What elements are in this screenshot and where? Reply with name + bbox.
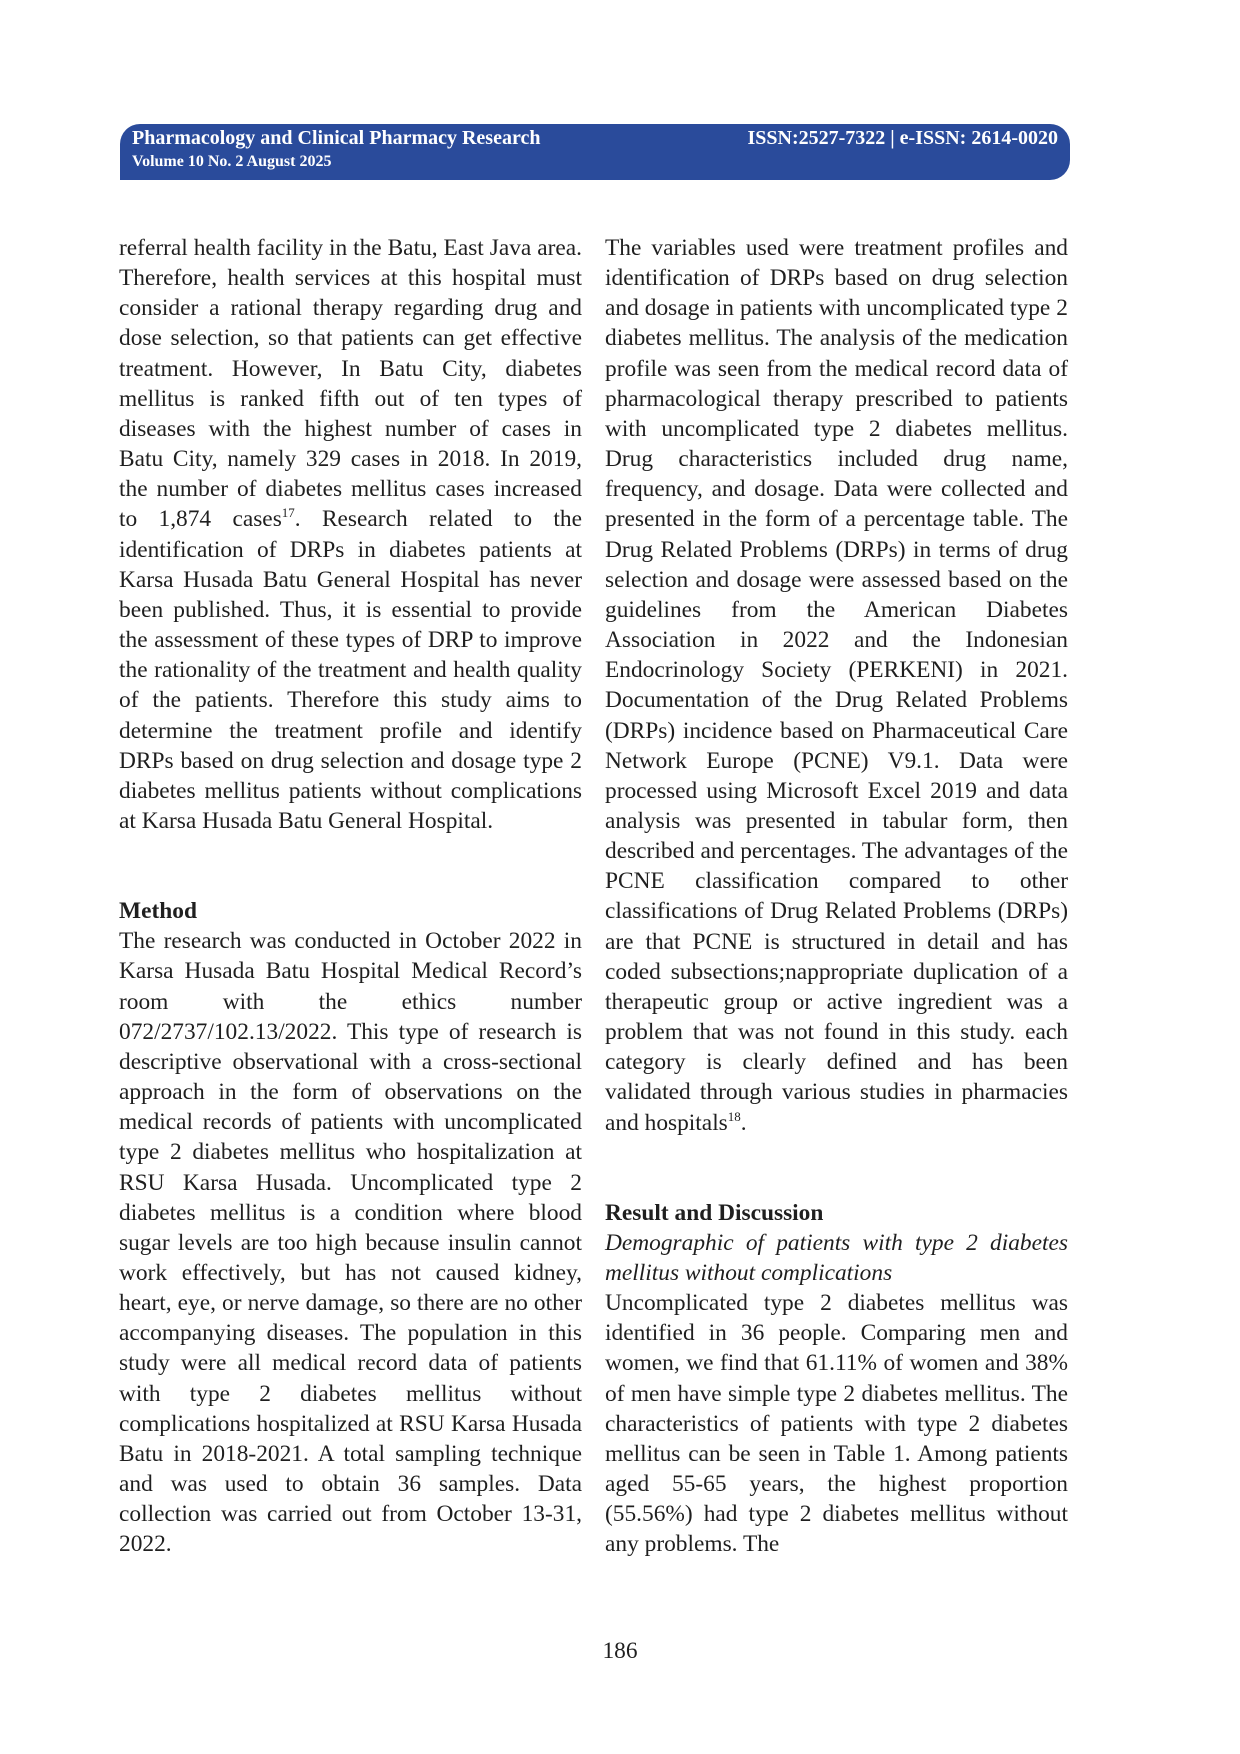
- journal-issn: ISSN:2527-7322 | e-ISSN: 2614-0020: [747, 127, 1058, 149]
- section-gap: [119, 836, 582, 896]
- intro-paragraph: [119, 233, 582, 836]
- left-column: [119, 233, 582, 1560]
- method-heading: Method: [119, 898, 197, 925]
- method-paragraph: The research was conducted in October 2022 in Karsa Husada Batu Hospital Medical Record’s room with the ethics number 072/2737/102.13/2022. This type of research is descriptive observational with a cross-sectional approach in the form of observations on the medical records of patients with uncomplicated type 2 diabetes mellitus who hospitalization at RSU Karsa Husada. Uncomplicated type 2 diabetes mellitus is a condition where blood sugar levels are too high because insulin cannot work effectively, but has not caused kidney, heart, eye, or nerve damage, so there are no other accompanying diseases. The population in this study were all medical record data of patients with type 2 diabetes mellitus without complications hospitalized at RSU Karsa Husada Batu in 2018-2021. A total sampling technique and was used to obtain 36 samples. Data collection was carried out from October 13-31, 2022.: [119, 928, 582, 1558]
- results-paragraph: Uncomplicated type 2 diabetes mellitus was identified in 36 people. Comparing men and women, we find that 61.11% of women and 38% of men have simple type 2 diabetes mellitus. The characteristics of patients with type 2 diabetes mellitus can be seen in Table 1. Among patients aged 55-65 years, the highest proportion (55.56%) had type 2 diabetes mellitus without any problems. The: [605, 1290, 1068, 1558]
- journal-header-banner: [120, 124, 1070, 180]
- variables-text-b: .: [740, 1109, 747, 1136]
- intro-text-b: . Research related to the identification of DRPs in diabetes patients at Karsa Husada Batu General Hospital has never been published. Thus, it is essential to provide the assessment of these types of DRP to improve the rationality of the treatment and health quality of the patients. Therefore this study aims to determine the treatment profile and identify DRPs based on drug selection and dosage type 2 diabetes mellitus patients without complications at Karsa Husada Batu General Hospital.: [119, 506, 582, 834]
- right-column: [605, 233, 1068, 1560]
- citation-18: 18: [727, 1108, 741, 1124]
- results-subheading: Demographic of patients with type 2 diabetes mellitus without complications: [605, 1229, 1068, 1286]
- section-gap: [605, 1138, 1068, 1198]
- variables-text-a: The variables used were treatment profiles and identification of DRPs based on drug selection and dosage in patients with uncomplicated type 2 diabetes mellitus. The analysis of the medication profile was seen from the medical record data of pharmacological therapy prescribed to patients with uncomplicated type 2 diabetes mellitus. Drug characteristics included drug name, frequency, and dosage. Data were collected and presented in the form of a percentage table. The Drug Related Problems (DRPs) in terms of drug selection and dosage were assessed based on the guidelines from the American Diabetes Association in 2022 and the Indonesian Endocrinology Society (PERKENI) in 2021. Documentation of the Drug Related Problems (DRPs) incidence based on Pharmaceutical Care Network Europe (PCNE) V9.1. Data were processed using Microsoft Excel 2019 and data analysis was presented in tabular form, then described and percentages. The advantages of the PCNE classification compared to other classifications of Drug Related Problems (DRPs) are that PCNE is structured in detail and has coded subsections;nappropriate duplication of a therapeutic group or active ingredient was a problem that was not found in this study. each category is clearly defined and has been validated through various studies in pharmacies and hospitals: [605, 235, 1068, 1136]
- journal-title: Pharmacology and Clinical Pharmacy Research: [132, 127, 541, 149]
- page-number: 186: [602, 1638, 638, 1664]
- journal-volume: Volume 10 No. 2 August 2025: [132, 153, 332, 170]
- results-heading: Result and Discussion: [605, 1199, 824, 1226]
- citation-17: 17: [281, 505, 295, 521]
- variables-paragraph: [605, 233, 1068, 1138]
- intro-text-a: referral health facility in the Batu, East Java area. Therefore, health services at this hospital must consider a rational therapy regarding drug and dose selection, so that patients can get effective treatment. However, In Batu City, diabetes mellitus is ranked fifth out of ten types of diseases with the highest number of cases in Batu City, namely 329 cases in 2018. In 2019, the number of diabetes mellitus cases increased to 1,874 cases: [119, 235, 582, 533]
